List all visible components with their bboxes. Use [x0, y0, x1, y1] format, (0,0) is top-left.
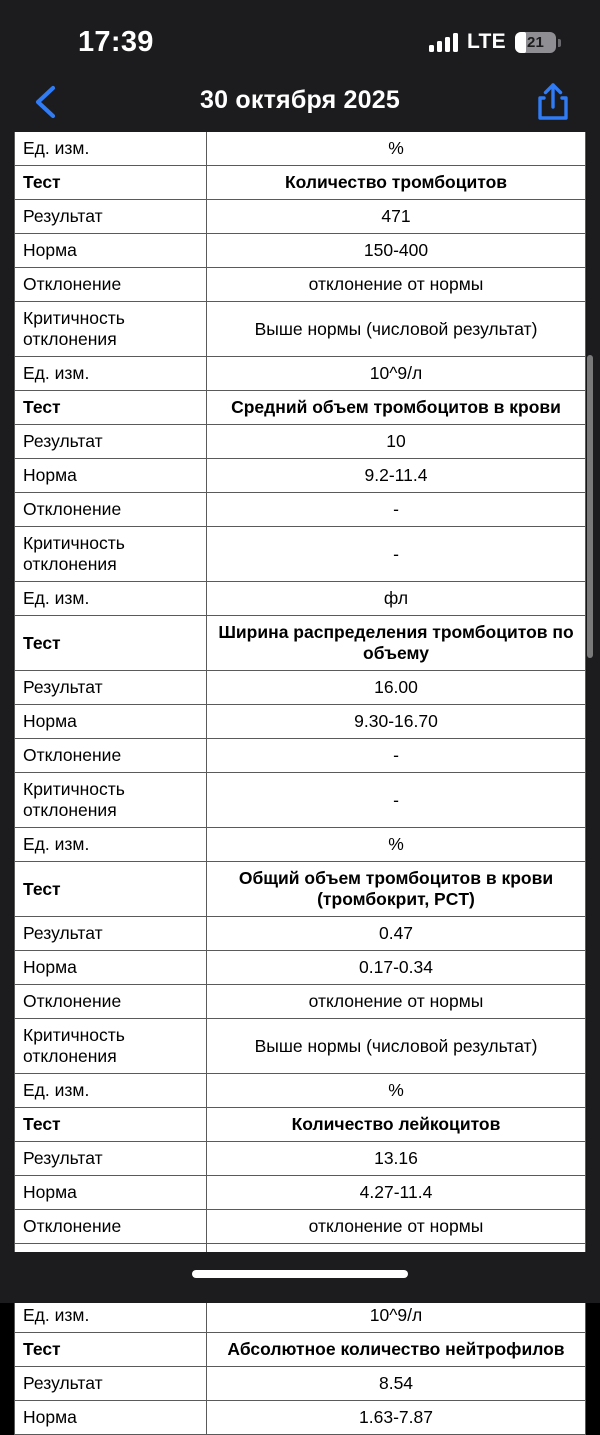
table-cell-label: Норма	[15, 951, 207, 985]
table-cell-value: 10^9/л	[207, 1299, 586, 1333]
cellular-signal-icon	[429, 33, 458, 52]
table-cell-value: -	[207, 739, 586, 773]
table-cell-value: отклонение от нормы	[207, 985, 586, 1019]
table-cell-value: 4.27-11.4	[207, 1176, 586, 1210]
table-cell-value: 10^9/л	[207, 357, 586, 391]
table-cell-label: Результат	[15, 425, 207, 459]
document-scroll-area[interactable]	[0, 132, 600, 1427]
table-cell-value: 13.16	[207, 1142, 586, 1176]
table-cell-label: Ед. изм.	[15, 582, 207, 616]
table-cell-label: Норма	[15, 1176, 207, 1210]
table-row	[15, 1019, 586, 1074]
bottom-bar	[0, 1252, 600, 1303]
table-cell-value: Количество лейкоцитов	[207, 1108, 586, 1142]
table-cell-value: %	[207, 828, 586, 862]
navigation-bar	[0, 72, 600, 132]
table-cell-label: Отклонение	[15, 739, 207, 773]
table-row	[15, 302, 586, 357]
table-row	[15, 1108, 586, 1142]
share-icon	[528, 76, 578, 126]
table-cell-label: Критичность отклонения	[15, 302, 207, 357]
table-row	[15, 985, 586, 1019]
table-row	[15, 357, 586, 391]
table-cell-value: 9.30-16.70	[207, 705, 586, 739]
home-indicator[interactable]	[192, 1270, 408, 1278]
table-cell-label: Результат	[15, 1367, 207, 1401]
table-cell-label: Тест	[15, 862, 207, 917]
table-cell-value: 150-400	[207, 234, 586, 268]
table-row	[15, 527, 586, 582]
table-cell-label: Ед. изм.	[15, 357, 207, 391]
table-row	[15, 582, 586, 616]
table-cell-value: %	[207, 132, 586, 166]
lab-results-table-body	[15, 98, 586, 1435]
table-row	[15, 828, 586, 862]
report-page-sheet	[14, 123, 586, 1435]
table-cell-label: Норма	[15, 234, 207, 268]
table-cell-label: Ед. изм.	[15, 828, 207, 862]
table-row	[15, 616, 586, 671]
table-row	[15, 234, 586, 268]
table-row	[15, 1367, 586, 1401]
table-cell-value: 1.63-7.87	[207, 1401, 586, 1435]
table-cell-label: Отклонение	[15, 493, 207, 527]
table-cell-value: -	[207, 527, 586, 582]
table-cell-label: Результат	[15, 200, 207, 234]
table-cell-value: Ширина распределения тромбоцитов по объему	[207, 616, 586, 671]
table-cell-value: фл	[207, 582, 586, 616]
table-cell-value: %	[207, 1074, 586, 1108]
lab-results-table	[14, 97, 586, 1435]
battery-icon	[515, 32, 556, 53]
table-cell-value: Абсолютное количество нейтрофилов	[207, 1333, 586, 1367]
table-row	[15, 459, 586, 493]
table-cell-label: Ед. изм.	[15, 1074, 207, 1108]
table-cell-value: Количество тромбоцитов	[207, 166, 586, 200]
vertical-scrollbar[interactable]	[587, 355, 593, 658]
table-cell-label: Критичность отклонения	[15, 773, 207, 828]
table-cell-label: Отклонение	[15, 985, 207, 1019]
table-row	[15, 493, 586, 527]
table-cell-label: Тест	[15, 1108, 207, 1142]
table-cell-label: Критичность отклонения	[15, 1019, 207, 1074]
table-row	[15, 917, 586, 951]
table-cell-label: Тест	[15, 166, 207, 200]
table-cell-value: -	[207, 493, 586, 527]
table-row	[15, 1074, 586, 1108]
table-cell-value: 0.47	[207, 917, 586, 951]
table-cell-label: Отклонение	[15, 268, 207, 302]
table-cell-value: 8.54	[207, 1367, 586, 1401]
table-cell-label: Норма	[15, 459, 207, 493]
table-row	[15, 425, 586, 459]
page-title: 30 октября 2025	[200, 86, 400, 114]
table-row	[15, 268, 586, 302]
table-row	[15, 1401, 586, 1435]
status-bar	[0, 0, 600, 72]
table-row	[15, 705, 586, 739]
table-cell-value: -	[207, 773, 586, 828]
table-row	[15, 739, 586, 773]
table-cell-label: Норма	[15, 705, 207, 739]
table-cell-value: 10	[207, 425, 586, 459]
table-cell-value: отклонение от нормы	[207, 1210, 586, 1244]
table-cell-value: 471	[207, 200, 586, 234]
status-bar-clock: 17:39	[78, 26, 154, 58]
table-row	[15, 166, 586, 200]
table-row	[15, 1142, 586, 1176]
battery-percent-label: 21	[526, 33, 545, 51]
table-cell-value: Средний объем тромбоцитов в крови	[207, 391, 586, 425]
table-row	[15, 1176, 586, 1210]
table-cell-label: Ед. изм.	[15, 1299, 207, 1333]
table-cell-value: Выше нормы (числовой результат)	[207, 1019, 586, 1074]
table-cell-label: Отклонение	[15, 1210, 207, 1244]
table-cell-label: Результат	[15, 1142, 207, 1176]
table-cell-value: отклонение от нормы	[207, 268, 586, 302]
table-cell-label: Тест	[15, 391, 207, 425]
table-row	[15, 391, 586, 425]
status-bar-indicators	[429, 30, 556, 54]
table-cell-value: 16.00	[207, 671, 586, 705]
table-cell-value: 0.17-0.34	[207, 951, 586, 985]
share-button[interactable]	[528, 76, 578, 126]
table-row	[15, 200, 586, 234]
table-row	[15, 1210, 586, 1244]
table-cell-label: Норма	[15, 1401, 207, 1435]
table-cell-value: Выше нормы (числовой результат)	[207, 302, 586, 357]
network-type-label: LTE	[466, 30, 506, 53]
table-cell-label: Тест	[15, 616, 207, 671]
table-row	[15, 1299, 586, 1333]
table-cell-label: Ед. изм.	[15, 132, 207, 166]
table-cell-value: 9.2-11.4	[207, 459, 586, 493]
table-row	[15, 132, 586, 166]
table-cell-value: Общий объем тромбоцитов в крови (тромбокрит, PCT)	[207, 862, 586, 917]
table-cell-label: Критичность отклонения	[15, 527, 207, 582]
table-cell-label: Результат	[15, 917, 207, 951]
table-row	[15, 1333, 586, 1367]
table-cell-label: Тест	[15, 1333, 207, 1367]
table-row	[15, 671, 586, 705]
table-row	[15, 951, 586, 985]
table-cell-label: Результат	[15, 671, 207, 705]
table-row	[15, 862, 586, 917]
table-row	[15, 773, 586, 828]
